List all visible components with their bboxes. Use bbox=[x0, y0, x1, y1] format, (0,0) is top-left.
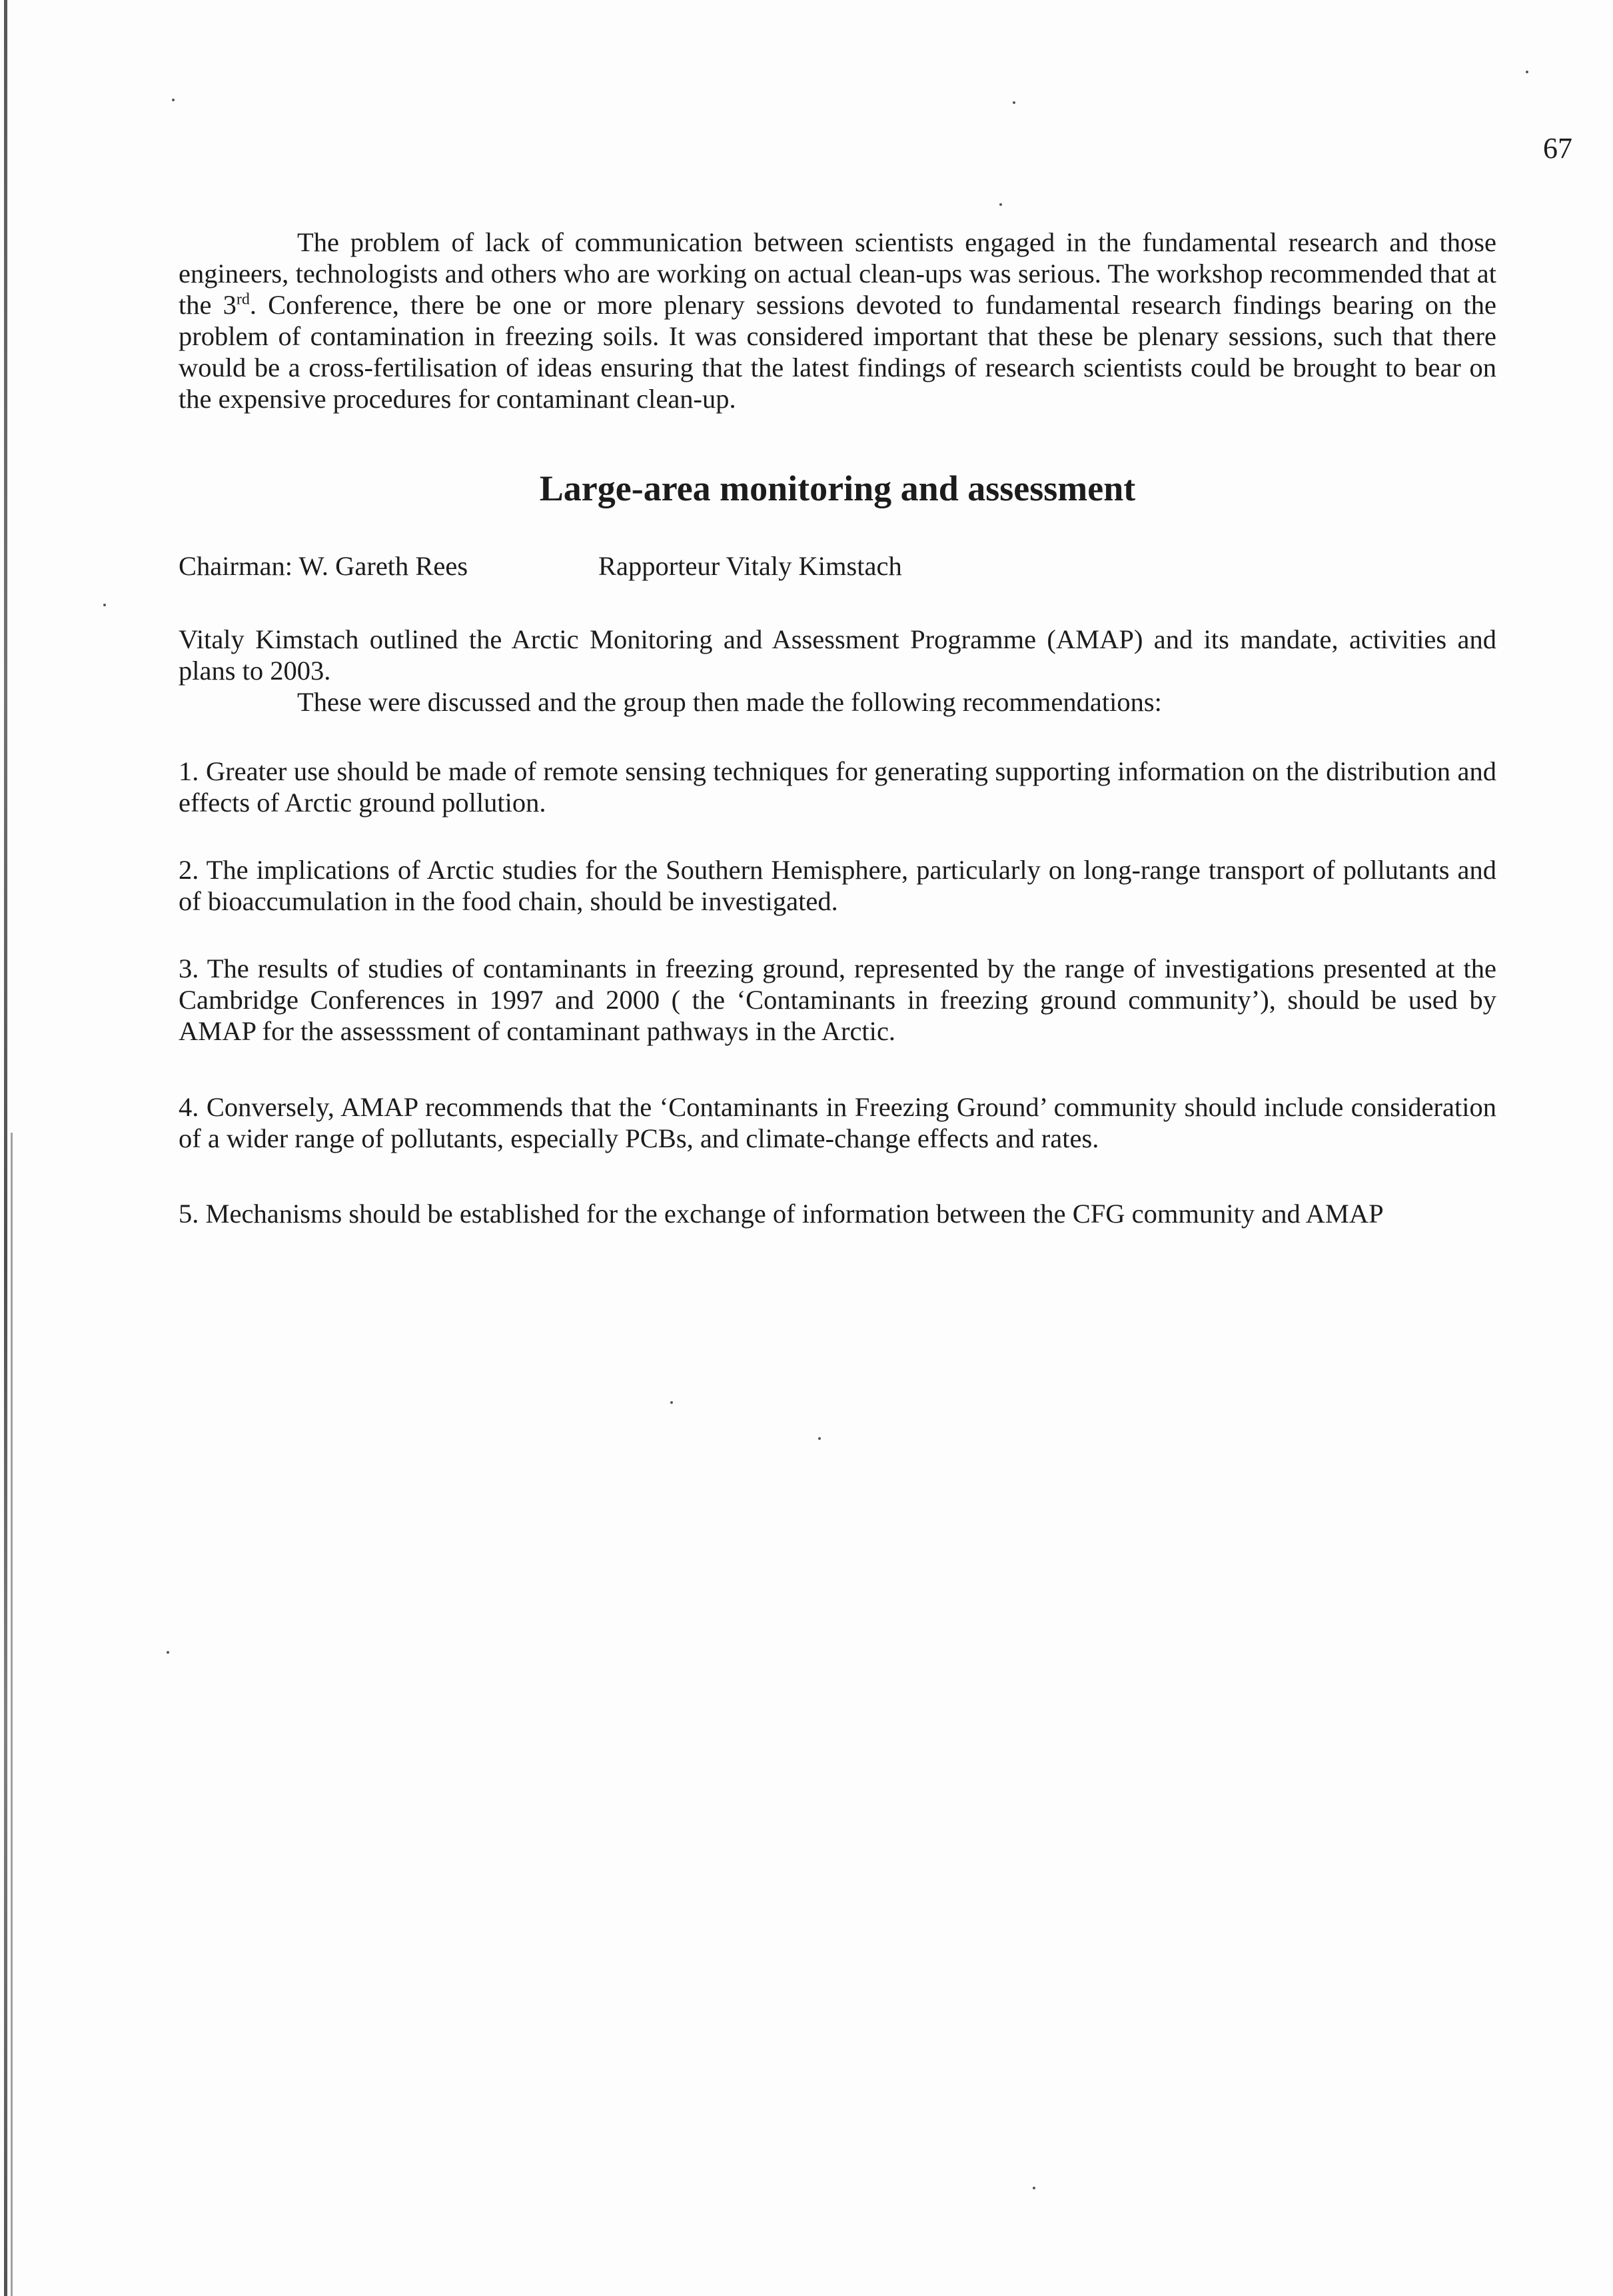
binding-edge-shadow bbox=[4, 0, 7, 2296]
section-heading: Large-area monitoring and assessment bbox=[539, 468, 1136, 508]
outline-paragraph: Vitaly Kimstach outlined the Arctic Monitoring and Assessment Programme (AMAP) and its mandate, activities and plans to 2003. bbox=[179, 624, 1496, 686]
scan-speck bbox=[167, 1651, 169, 1654]
scan-speck bbox=[1526, 71, 1528, 73]
intro-text-end: . Conference, there be one or more plenary sessions devoted to fundamental research findings bearing on the problem of contamination in freezing soils. It was considered important that these be plenary sessions, such that there would be a cross-fertilisation of ideas ensuring that the latest findings of research scientists could be brought to bear on the expensive procedures for contaminant clean-up. bbox=[179, 290, 1496, 414]
intro-text-start: The problem of lack of communication between scientists engaged in the fundamental research and those engineers, technologists and others who are working on actual clean-ups was serious. The workshop recommended that at the 3 bbox=[179, 227, 1496, 320]
scan-speck bbox=[1013, 101, 1015, 104]
scan-speck bbox=[172, 99, 175, 101]
session-officers bbox=[179, 550, 1496, 582]
ordinal-superscript: rd bbox=[236, 290, 250, 308]
scan-speck bbox=[670, 1401, 673, 1404]
recommendation-4: 4. Conversely, AMAP recommends that the ‘Contaminants in Freezing Ground’ community should include consideration of a wider range of pollutants, especially PCBs, and climate-change effects and rates. bbox=[179, 1092, 1496, 1153]
scan-speck bbox=[999, 203, 1002, 206]
recommendation-1: 1. Greater use should be made of remote sensing techniques for generating supporting information on the distribution and effects of Arctic ground pollution. bbox=[179, 756, 1496, 818]
page-number: 67 bbox=[1543, 132, 1572, 165]
chairman-label: Chairman: W. Gareth Rees bbox=[179, 551, 468, 581]
binding-edge-shadow-secondary bbox=[11, 1133, 13, 2296]
scan-speck bbox=[818, 1437, 821, 1440]
intro-paragraph bbox=[179, 227, 1496, 414]
scan-speck bbox=[1033, 2187, 1035, 2189]
discussion-line: These were discussed and the group then made the following recommendations: bbox=[297, 687, 1162, 717]
recommendation-2: 2. The implications of Arctic studies for the Southern Hemisphere, particularly on long-range transport of pollutants and of bioaccumulation in the food chain, should be investigated. bbox=[179, 855, 1496, 916]
scan-speck bbox=[103, 604, 106, 606]
recommendation-3: 3. The results of studies of contaminants in freezing ground, represented by the range of investigations presented at the Cambridge Conferences in 1997 and 2000 ( the ‘Contaminants in freezing ground community’), should be used by AMAP for the assesssment of contaminant pathways in the Arctic. bbox=[179, 953, 1496, 1046]
rapporteur-label: Rapporteur Vitaly Kimstach bbox=[598, 551, 902, 581]
recommendation-5: 5. Mechanisms should be established for the exchange of information between the CFG community and AMAP bbox=[179, 1199, 1384, 1229]
